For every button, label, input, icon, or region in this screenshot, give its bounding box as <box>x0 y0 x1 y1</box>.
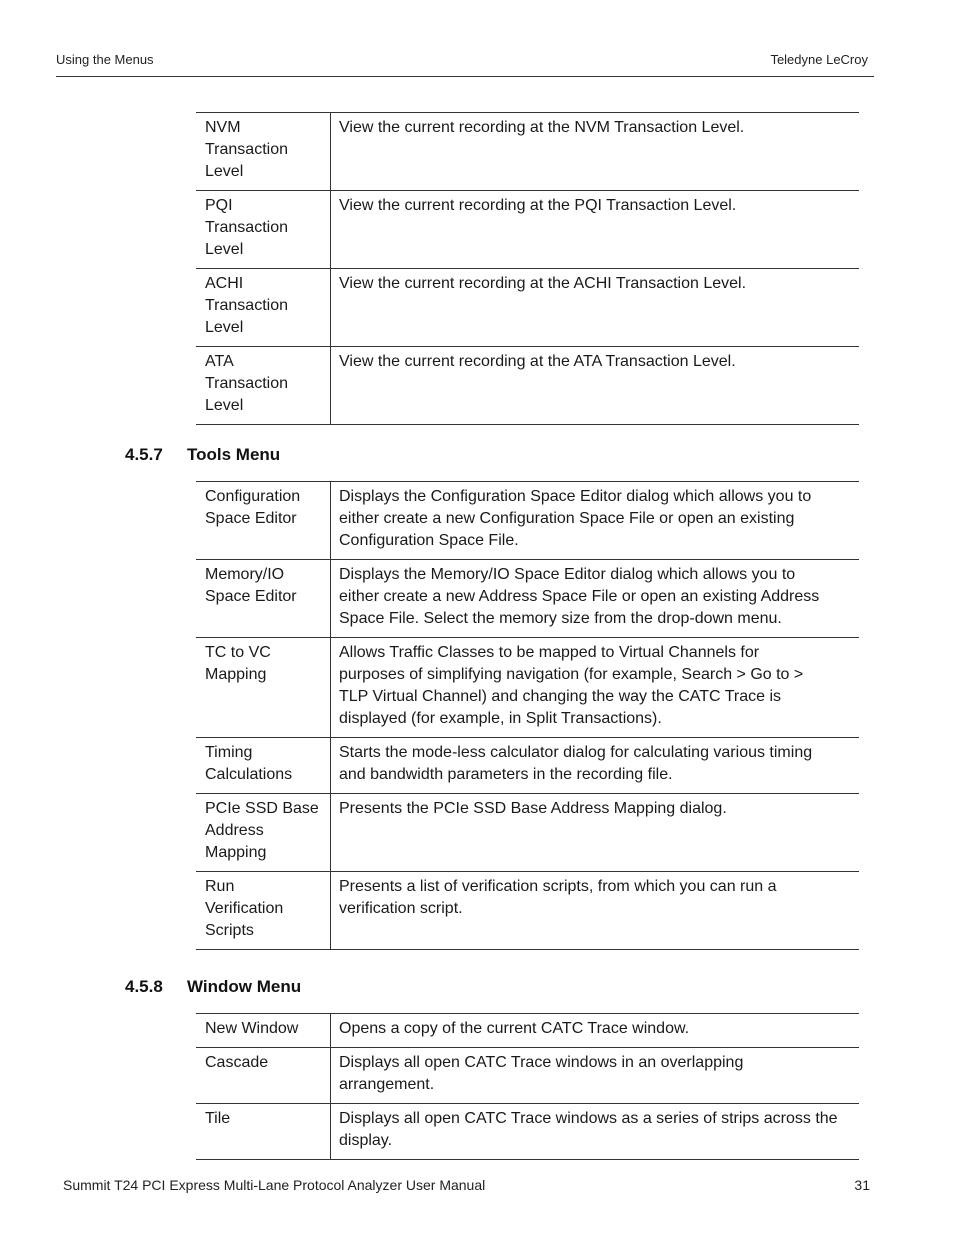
menu-item-description <box>331 1014 860 1048</box>
tools-menu-table <box>196 481 859 950</box>
menu-item-name-line: Mapping <box>205 844 267 861</box>
section-number: 4.5.8 <box>125 977 163 996</box>
description-line: TLP Virtual Channel) and changing the way the CATC Trace is <box>339 688 782 705</box>
menu-item-name-line: PQI <box>205 197 233 214</box>
description-line: verification script. <box>339 900 463 917</box>
menu-item-name-line: Memory/IO <box>205 566 285 583</box>
view-menu-table <box>196 112 859 425</box>
menu-item-name-line: Level <box>205 163 244 180</box>
menu-item-name-line: Cascade <box>205 1054 269 1071</box>
description-line: Space File. Select the memory size from the drop-down menu. <box>339 610 782 627</box>
description-line: Opens a copy of the current CATC Trace window. <box>339 1020 690 1037</box>
menu-item-name-line: Transaction <box>205 297 288 314</box>
description-line: arrangement. <box>339 1076 435 1093</box>
footer-manual-title: Summit T24 PCI Express Multi-Lane Protocol Analyzer User Manual <box>63 1177 486 1193</box>
table-row <box>196 191 859 269</box>
description-line: Displays all open CATC Trace windows as a series of strips across the <box>339 1110 838 1127</box>
menu-item-name-line: Level <box>205 241 244 258</box>
header-chapter: Using the Menus <box>56 52 154 67</box>
menu-item-description <box>331 794 860 872</box>
menu-item-name-line: Level <box>205 319 244 336</box>
menu-item-name <box>196 269 331 347</box>
page-number: 31 <box>854 1177 870 1193</box>
table-row <box>196 560 859 638</box>
description-line: Displays all open CATC Trace windows in an overlapping <box>339 1054 744 1071</box>
menu-item-description <box>331 1104 860 1160</box>
header-rule <box>56 76 874 77</box>
description-line: purposes of simplifying navigation (for example, Search > Go to > <box>339 666 804 683</box>
menu-item-description <box>331 638 860 738</box>
menu-item-name-line: Address <box>205 822 264 839</box>
menu-item-description: View the current recording at the ACHI Transaction Level. <box>331 269 860 347</box>
table-row <box>196 794 859 872</box>
table-row <box>196 638 859 738</box>
menu-item-description <box>331 482 860 560</box>
menu-item-description: View the current recording at the ATA Transaction Level. <box>331 347 860 425</box>
table-row <box>196 269 859 347</box>
menu-item-description: View the current recording at the NVM Transaction Level. <box>331 113 860 191</box>
description-line: either create a new Configuration Space File or open an existing <box>339 510 795 527</box>
description-line: displayed (for example, in Split Transactions). <box>339 710 662 727</box>
menu-item-name-line: New Window <box>205 1020 299 1037</box>
section-title: Tools Menu <box>187 445 281 464</box>
table-row <box>196 1014 859 1048</box>
table-row <box>196 1048 859 1104</box>
menu-item-name <box>196 113 331 191</box>
description-line: Presents the PCIe SSD Base Address Mapping dialog. <box>339 800 727 817</box>
table-row <box>196 872 859 950</box>
description-line: Starts the mode-less calculator dialog for calculating various timing <box>339 744 813 761</box>
description-line: Presents a list of verification scripts, from which you can run a <box>339 878 777 895</box>
menu-item-description <box>331 872 860 950</box>
table-row <box>196 1104 859 1160</box>
menu-item-name <box>196 872 331 950</box>
menu-item-name-line: ACHI <box>205 275 244 292</box>
menu-item-name-line: Space Editor <box>205 588 297 605</box>
menu-item-name-line: Configuration <box>205 488 301 505</box>
menu-item-name <box>196 1048 331 1104</box>
menu-item-name-line: PCIe SSD Base <box>205 800 319 817</box>
window-menu-heading <box>125 977 301 997</box>
menu-item-name <box>196 191 331 269</box>
menu-item-name-line: Calculations <box>205 766 293 783</box>
table-row <box>196 738 859 794</box>
menu-item-description <box>331 560 860 638</box>
menu-item-name-line: Verification <box>205 900 284 917</box>
menu-item-description: View the current recording at the PQI Transaction Level. <box>331 191 860 269</box>
menu-item-name-line: Space Editor <box>205 510 297 527</box>
menu-item-name-line: Scripts <box>205 922 254 939</box>
menu-item-name <box>196 560 331 638</box>
tools-menu-heading <box>125 445 280 465</box>
table-row <box>196 113 859 191</box>
menu-item-description <box>331 738 860 794</box>
table-row <box>196 482 859 560</box>
menu-item-name-line: Run <box>205 878 235 895</box>
menu-item-name <box>196 1104 331 1160</box>
menu-item-name-line: Timing <box>205 744 253 761</box>
menu-item-name <box>196 482 331 560</box>
menu-item-name-line: Transaction <box>205 375 288 392</box>
menu-item-name <box>196 347 331 425</box>
menu-item-name-line: Transaction <box>205 141 288 158</box>
menu-item-name <box>196 738 331 794</box>
section-title: Window Menu <box>187 977 302 996</box>
menu-item-name-line: TC to VC <box>205 644 271 661</box>
description-line: Displays the Memory/IO Space Editor dialog which allows you to <box>339 566 796 583</box>
menu-item-name <box>196 638 331 738</box>
menu-item-name-line: ATA <box>205 353 234 370</box>
table-row <box>196 347 859 425</box>
menu-item-name-line: NVM <box>205 119 241 136</box>
section-number: 4.5.7 <box>125 445 163 464</box>
header-company: Teledyne LeCroy <box>770 52 868 67</box>
description-line: and bandwidth parameters in the recording file. <box>339 766 673 783</box>
description-line: either create a new Address Space File or open an existing Address <box>339 588 820 605</box>
menu-item-name-line: Mapping <box>205 666 267 683</box>
menu-item-name-line: Transaction <box>205 219 288 236</box>
description-line: Displays the Configuration Space Editor dialog which allows you to <box>339 488 812 505</box>
menu-item-name <box>196 1014 331 1048</box>
description-line: Allows Traffic Classes to be mapped to Virtual Channels for <box>339 644 760 661</box>
menu-item-description <box>331 1048 860 1104</box>
menu-item-name <box>196 794 331 872</box>
menu-item-name-line: Level <box>205 397 244 414</box>
menu-item-name-line: Tile <box>205 1110 231 1127</box>
description-line: display. <box>339 1132 393 1149</box>
description-line: Configuration Space File. <box>339 532 519 549</box>
window-menu-table <box>196 1013 859 1160</box>
